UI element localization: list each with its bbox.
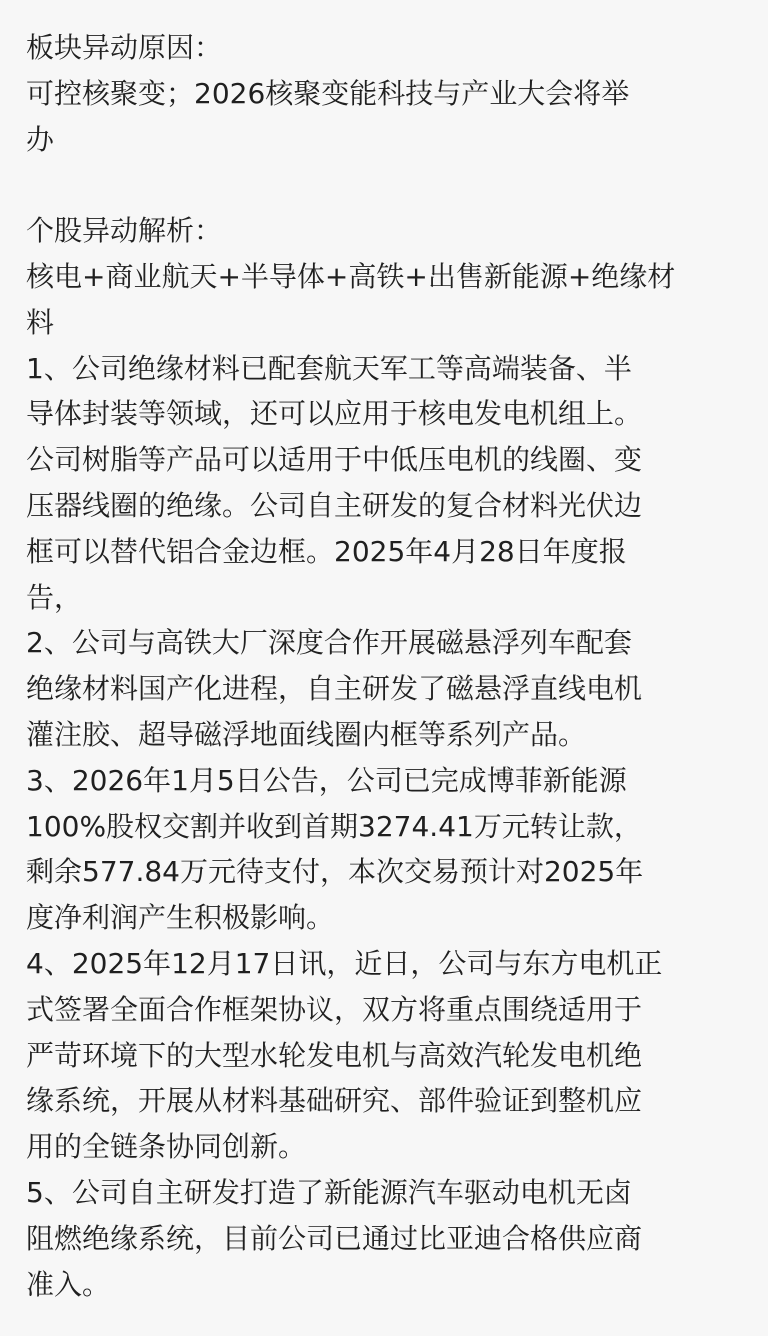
item-text-line: 2、公司与高铁大厂深度合作开展磁悬浮列车配套: [26, 626, 632, 660]
item-text-line: 4、2025年12月17日讯，近日，公司与东方电机正: [26, 946, 663, 980]
reason-text-line: 办: [26, 122, 55, 156]
item-text-line: 准入。: [26, 1267, 111, 1301]
item-text-line: 框可以替代铝合金边框。2025年4月28日年度报: [26, 534, 627, 568]
section-heading-analysis: 个股异动解析：: [26, 214, 223, 248]
analysis-item-2: [26, 620, 748, 757]
item-text-line: 告，: [26, 580, 83, 614]
item-text-line: 缘系统，开展从材料基础研究、部件验证到整机应: [26, 1084, 643, 1118]
analysis-item-1: [26, 346, 748, 621]
item-text-line: 100%股权交割并收到首期3274.41万元转让款，: [26, 809, 642, 843]
item-text-line: 压器线圈的绝缘。公司自主研发的复合材料光伏边: [26, 488, 643, 522]
item-text-line: 剩余577.84万元待支付，本次交易预计对2025年: [26, 855, 644, 889]
item-text-line: 灌注胶、超导磁浮地面线圈内框等系列产品。: [26, 717, 587, 751]
paragraph-spacer: [26, 162, 748, 208]
item-text-line: 用的全链条协同创新。: [26, 1130, 307, 1164]
item-text-line: 严苛环境下的大型水轮发电机与高效汽轮发电机绝: [26, 1038, 643, 1072]
analysis-item-5: [26, 1170, 748, 1307]
item-text-line: 5、公司自主研发打造了新能源汽车驱动电机无卤: [26, 1175, 632, 1209]
item-text-line: 导体封装等领域，还可以应用于核电发电机组上。: [26, 397, 643, 431]
item-text-line: 式签署全面合作框架协议，双方将重点围绕适用于: [26, 992, 643, 1026]
item-text-line: 绝缘材料国产化进程，自主研发了磁悬浮直线电机: [26, 672, 643, 706]
item-text-line: 3、2026年1月5日公告，公司已完成博菲新能源: [26, 763, 627, 797]
reason-text-line: 可控核聚变；2026核聚变能科技与产业大会将举: [26, 76, 630, 110]
analysis-item-3: [26, 758, 748, 941]
section-heading-reason: 板块异动原因：: [26, 31, 223, 64]
item-text-line: 公司树脂等产品可以适用于中低压电机的线圈、变: [26, 443, 643, 477]
item-text-line: 度净利润产生积极影响。: [26, 901, 335, 935]
analysis-item-4: [26, 941, 748, 1170]
concept-tags-line: 核电+商业航天+半导体+高铁+出售新能源+绝缘材: [26, 259, 676, 293]
concept-tags-line: 料: [26, 305, 55, 339]
item-text-line: 阻燃绝缘系统，目前公司已通过比亚迪合格供应商: [26, 1221, 643, 1255]
item-text-line: 1、公司绝缘材料已配套航天军工等高端装备、半: [26, 351, 632, 385]
